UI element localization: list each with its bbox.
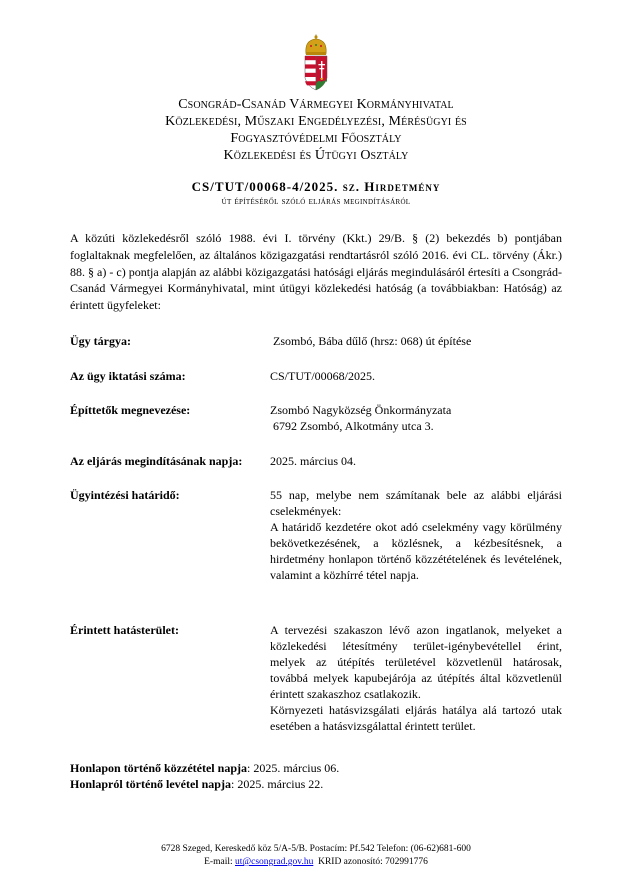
document-number-line — [0, 179, 632, 195]
field-label: Az ügy iktatási száma: — [70, 369, 186, 383]
footer-address: 6728 Szeged, Kereskedő köz 5/A-5/B. Postacím: Pf.542 Telefon: (06-62)681-600 — [161, 844, 471, 854]
department-name-line1: Közlekedési, Műszaki Engedélyezési, Mérésügyi és — [165, 114, 467, 129]
hungarian-coat-of-arms-icon — [300, 34, 332, 94]
field-value: 2025. március 04. — [270, 454, 356, 468]
posted-label: Honlapon történő közzététel napja — [70, 761, 247, 775]
builder-name: Zsombó Nagyközség Önkormányzata — [270, 403, 452, 417]
field-value — [270, 622, 562, 734]
field-label: Az eljárás megindításának napja: — [70, 454, 243, 468]
division-name: Közlekedési és Útügyi Osztály — [223, 148, 409, 163]
email-link[interactable]: ut@csongrad.gov.hu — [235, 857, 314, 867]
authority-name: Csongrád-Csanád Vármegyei Kormányhivatal — [178, 97, 454, 112]
builder-address: 6792 Zsombó, Alkotmány utca 3. — [270, 419, 434, 433]
issuing-authority-header — [0, 96, 632, 164]
field-value — [270, 487, 562, 583]
footer-contact-line — [0, 856, 632, 869]
field-label: Érintett hatásterület: — [70, 623, 179, 637]
contact-footer — [0, 843, 632, 869]
posted-value: : 2025. március 06. — [246, 761, 340, 775]
field-label: Építtetők megnevezése: — [70, 403, 191, 417]
document-type: Hirdetmény — [364, 179, 441, 194]
field-label: Ügyintézési határidő: — [70, 488, 180, 502]
document-subtitle: út építéséről szóló eljárás megindításáról — [221, 196, 411, 207]
removed-label: Honlapról történő levétel napja — [70, 777, 231, 791]
deadline-text: 55 nap, melybe nem számítanak bele az alábbi eljárási cselekmények: — [270, 488, 562, 518]
affected-area-eia-text: Környezeti hatásvizsgálati eljárás hatálya alá tartozó utak esetében a hatásvizsgálattal érintett terület. — [270, 703, 562, 733]
affected-area-text: A tervezési szakaszon lévő azon ingatlanok, melyeket a közlekedési létesítmény terület-igénybevétellel érint, melyek az útépítés területével közvetlenül határosak, továbbá melyek kapubejárója az útépítés által közvetlenül érintett szakaszhoz csatlakozik. — [270, 623, 562, 701]
krid-id: KRID azonosító: 702991776 — [313, 857, 428, 867]
email-prefix: E-mail: — [204, 857, 235, 867]
deadline-exclusions: A határidő kezdetére okot adó cselekmény vagy körülmény bekövetkezésének, a közlésnek, a kézbesítésnek, a hirdetmény honlapon történő közzétételének és levételének, valamint a közhírré tétel napja. — [270, 520, 562, 582]
field-value — [270, 402, 562, 434]
document-number: CS/TUT/00068-4/2025. — [191, 179, 339, 194]
field-value: Zsombó, Bába dűlő (hrsz: 068) út építése — [270, 334, 472, 348]
field-value: CS/TUT/00068/2025. — [270, 369, 376, 383]
document-number-suffix: sz. — [342, 179, 360, 194]
document-title — [0, 179, 632, 209]
removed-value: : 2025. március 22. — [230, 777, 324, 791]
publication-posted-line — [70, 760, 339, 776]
publication-removed-line — [70, 776, 323, 792]
department-name-line2: Fogyasztóvédelmi Főosztály — [230, 131, 402, 146]
field-label: Ügy tárgya: — [70, 334, 131, 348]
intro-paragraph: A közúti közlekedésről szóló 1988. évi I. törvény (Kkt.) 29/B. § (2) bekezdés b) pontjában foglaltaknak megfelelően, az általános közigazgatási rendtartásról szóló 2016. évi CL. törvény (Ákr.) 88. § a) - c) pontja alapján az alábbi közigazgatási hatósági eljárás megindulásáról értesíti a Csongrád-Csanád Vármegyei Kormányhivatal, mint útügyi közlekedési hatóság (a továbbiakban: Hatóság) az érintett ügyfeleket: — [70, 231, 562, 313]
